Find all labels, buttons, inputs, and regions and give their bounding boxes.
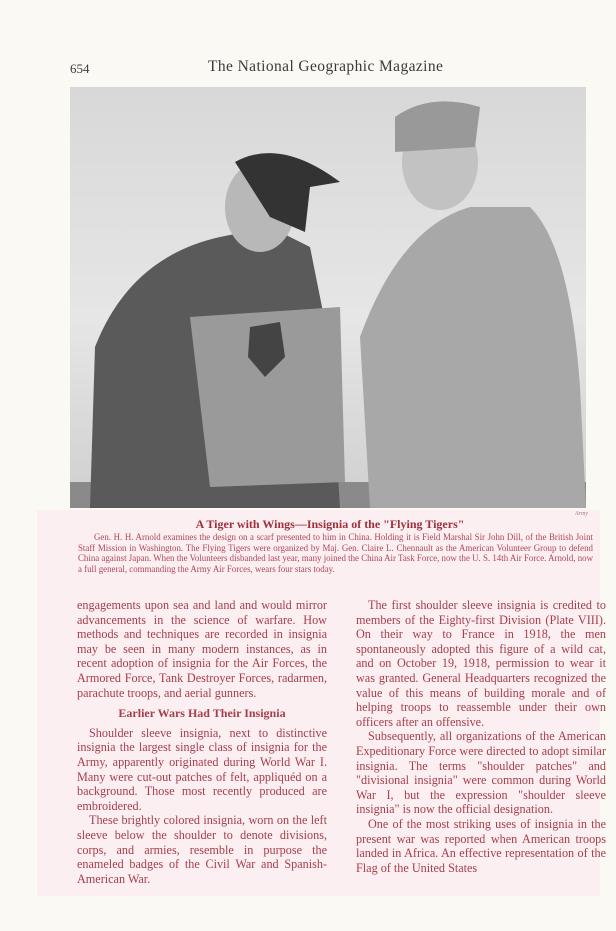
paragraph: Subsequently, all organizations of the American Expeditionary Force were directed to adopt similar insignia. The terms "shoulder patches" and "divisional insignia" were common during World War I, but the expression "shoulder sleeve insignia" is now the official designation.	[356, 729, 606, 817]
caption-title: A Tiger with Wings—Insignia of the "Flying Tigers"	[195, 517, 465, 531]
photograph	[70, 87, 586, 508]
caption-body: Gen. H. H. Arnold examines the design on a scarf presented to him in China. Holding it is Field Marshal Sir John Dill, of the British Joint Staff Mission in Washington. The Flying Tigers were organized by Maj. Gen. Claire L. Chennault as the American Volunteer Group to defend China against Japan. When the Volunteers disbanded last year, many joined the China Air Task Force, now the U. S. 14th Air Force. Arnold, now a full general, commanding the Army Air Forces, wears four stars today.	[78, 532, 593, 574]
photo-credit: Army	[575, 511, 588, 517]
paragraph: engagements upon sea and land and would mirror advancements in the science of warfare. How methods and techniques are recorded in insignia may be seen in many modern instances, as in recent adoption of insignia for the Air Forces, the Armored Force, Tank Destroyer Forces, radarmen, parachute troops, and aerial gunners.	[77, 598, 327, 700]
article-column-1	[77, 598, 327, 886]
paragraph: One of the most striking uses of insignia in the present war was reported when American troops landed in Africa. An effective representation of the Flag of the United States	[356, 816, 606, 875]
garrison-cap	[395, 101, 480, 152]
right-figure-uniform	[360, 207, 586, 508]
page-header	[70, 58, 590, 78]
page-number: 654	[70, 61, 90, 76]
magazine-title: The National Geographic Magazine	[208, 58, 444, 75]
paragraph: Shoulder sleeve insignia, next to distinctive insignia the largest single class of insignia for the Army, apparently originated during World War I. Many were cut-out patches of felt, appliquéd on a background. Those most recently produced are embroidered.	[77, 725, 327, 813]
section-heading: Earlier Wars Had Their Insignia	[118, 706, 286, 721]
paragraph: These brightly colored insignia, worn on the left sleeve below the shoulder to denote divisions, corps, and armies, resemble in purpose the enameled badges of the Civil War and Spanish-American War.	[77, 813, 327, 886]
article-column-2	[356, 598, 606, 875]
paragraph: The first shoulder sleeve insignia is credited to members of the Eighty-first Division (Plate VIII). On their way to France in 1918, the men spontaneously adopted this figure of a wild cat, and on October 19, 1918, permission to wear it was granted. General Headquarters recognized the value of this means of building morale and of helping troops to reassemble under their own officers after an offensive.	[356, 598, 606, 729]
